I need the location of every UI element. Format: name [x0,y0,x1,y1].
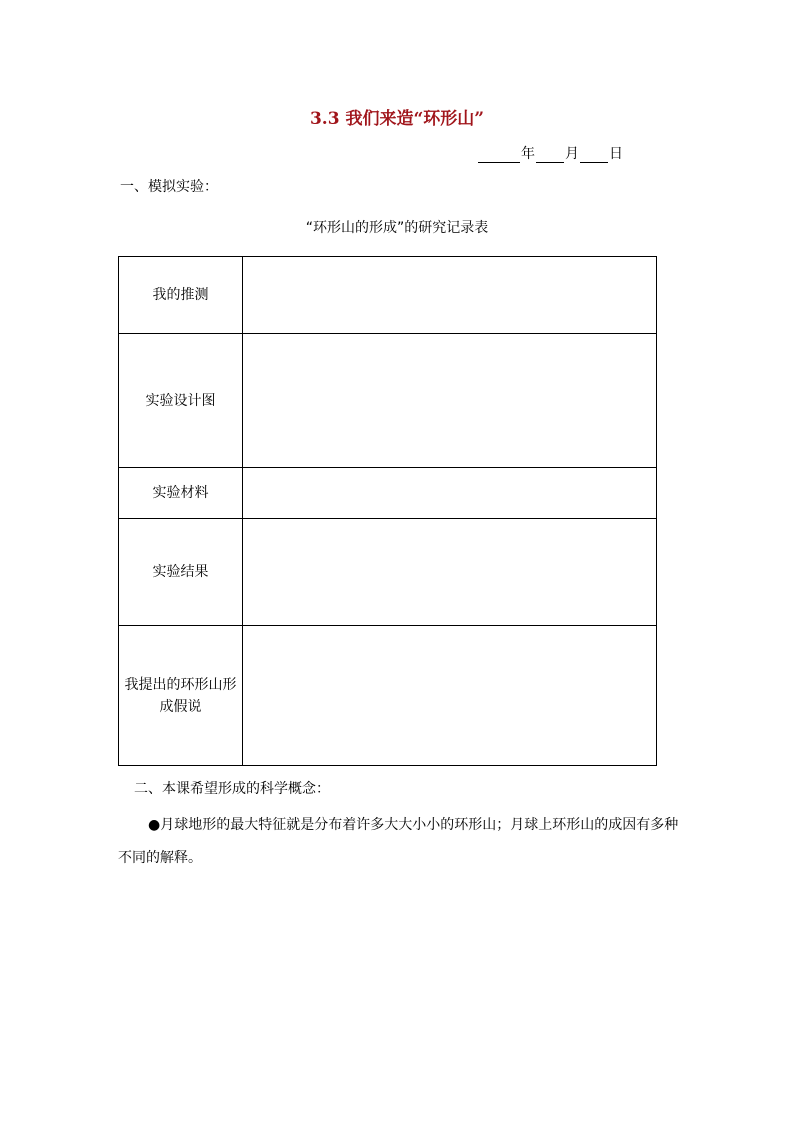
row-field-guess[interactable] [243,257,657,334]
day-label: 日 [609,146,623,162]
section-heading-concepts: 二、本课希望形成的科学概念： [134,781,330,797]
hypothesis-label-text: 我提出的环形山形成假说 [124,676,237,715]
month-blank[interactable] [536,148,564,163]
row-field-result[interactable] [243,519,657,626]
table-row [119,257,657,334]
row-label-design: 实验设计图 [119,334,243,468]
table-caption: “环形山的形成”的研究记录表 [305,220,489,236]
day-blank[interactable] [580,148,608,163]
row-label-materials: 实验材料 [119,468,243,519]
table-row [119,519,657,626]
section-heading-simulation: 一、模拟实验： [120,179,218,195]
row-field-materials[interactable] [243,468,657,519]
page-title: 3.3 我们来造“环形山” [309,109,485,129]
table-row [119,334,657,468]
table-row [119,468,657,519]
year-blank[interactable] [478,148,520,163]
row-field-design[interactable] [243,334,657,468]
concept-paragraph: ●月球地形的最大特征就是分布着许多大大小小的环形山；月球上环形山的成因有多种不同的解释。 [118,817,679,866]
month-label: 月 [565,146,579,162]
year-label: 年 [521,146,535,162]
row-label-hypothesis [119,626,243,766]
research-record-table [118,256,657,766]
row-field-hypothesis[interactable] [243,626,657,766]
row-label-guess: 我的推测 [119,257,243,334]
row-label-result: 实验结果 [119,519,243,626]
date-line [478,143,624,163]
table-row [119,626,657,766]
